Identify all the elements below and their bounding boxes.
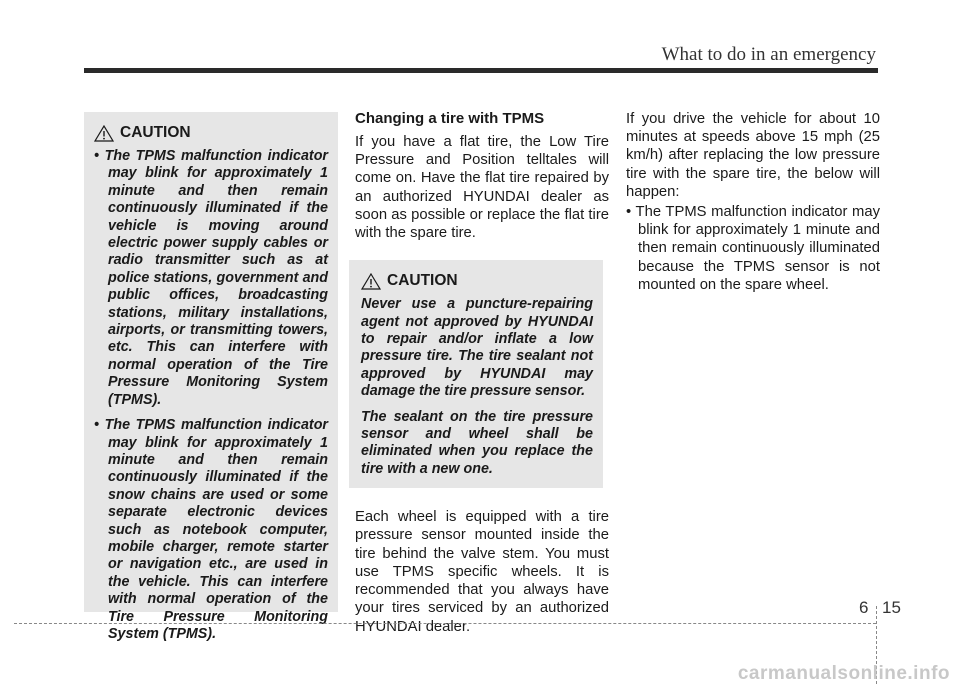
middle-caution-box	[349, 260, 603, 488]
middle-caution-body	[361, 296, 593, 478]
watermark: carmanualsonline.info	[737, 663, 950, 684]
caution-item: • The TPMS malfunction indicator may blink for approximately 1 minute and then remain continuously illuminated if the snow chains are used or some separate electronic devices such as notebook computer, mobile charger, remote starter or navigation etc., are used in the vehicle. This can interfere with normal operation of the Tire Pressure Monitoring System (TPMS).	[94, 417, 328, 642]
footer-rule	[14, 623, 876, 624]
caution-paragraph: The sealant on the tire pressure sensor and wheel shall be eliminated when you replace the tire with a new one.	[361, 408, 593, 477]
warning-triangle-icon	[361, 273, 381, 290]
section-title: What to do in an emergency	[661, 44, 876, 65]
header-rule	[84, 68, 878, 73]
caution-title: CAUTION	[387, 272, 458, 290]
page-number: 15	[882, 598, 901, 617]
section-heading: Changing a tire with TPMS	[355, 110, 545, 127]
left-caution-body	[94, 148, 328, 643]
caution-paragraph: Never use a puncture-repairing agent not approved by HYUNDAI to repair and/or inflate a low pressure tire. The tire sealant not approved by HYUNDAI may damage the tire pressure sensor.	[361, 296, 593, 400]
intro-paragraph: If you have a flat tire, the Low Tire Pressure and Position telltales will come on. Have the flat tire repaired by an authorized HYUNDAI dealer as soon as possible or replace the flat tire with the spare tire.	[355, 134, 609, 242]
warning-triangle-icon	[94, 125, 114, 142]
right-intro-paragraph: If you drive the vehicle for about 10 minutes at speeds above 15 mph (25 km/h) after replacing the low pressure tire with the spare tire, the below will happen:	[626, 111, 880, 200]
middle-column	[355, 110, 609, 646]
left-caution-header	[94, 124, 328, 142]
sensor-paragraph: Each wheel is equipped with a tire pressure sensor mounted inside the tire behind the valve stem. You must use TPMS specific wheels. It is recommended that you always have your tires serviced by an authorized HYUNDAI dealer.	[355, 509, 609, 635]
right-column	[626, 110, 880, 294]
list-item: • The TPMS malfunction indicator may blink for approximately 1 minute and then remain continuously illuminated because the TPMS sensor is not mounted on the spare wheel.	[626, 204, 880, 293]
middle-caution-header	[361, 272, 593, 290]
left-column	[84, 112, 338, 642]
chapter-number: 6	[859, 598, 869, 617]
caution-item: • The TPMS malfunction indicator may blink for approximately 1 minute and then remain continuously illuminated if the vehicle is moving around electric power supply cables or radio transmitter such as at police stations, government and public offices, broadcasting stations, military installations, airports, or transmitting towers, etc. This can interfere with normal operation of the Tire Pressure Monitoring System (TPMS).	[94, 148, 328, 408]
caution-title: CAUTION	[120, 124, 191, 141]
left-caution-box	[84, 112, 338, 642]
right-bullet-list	[626, 203, 880, 294]
